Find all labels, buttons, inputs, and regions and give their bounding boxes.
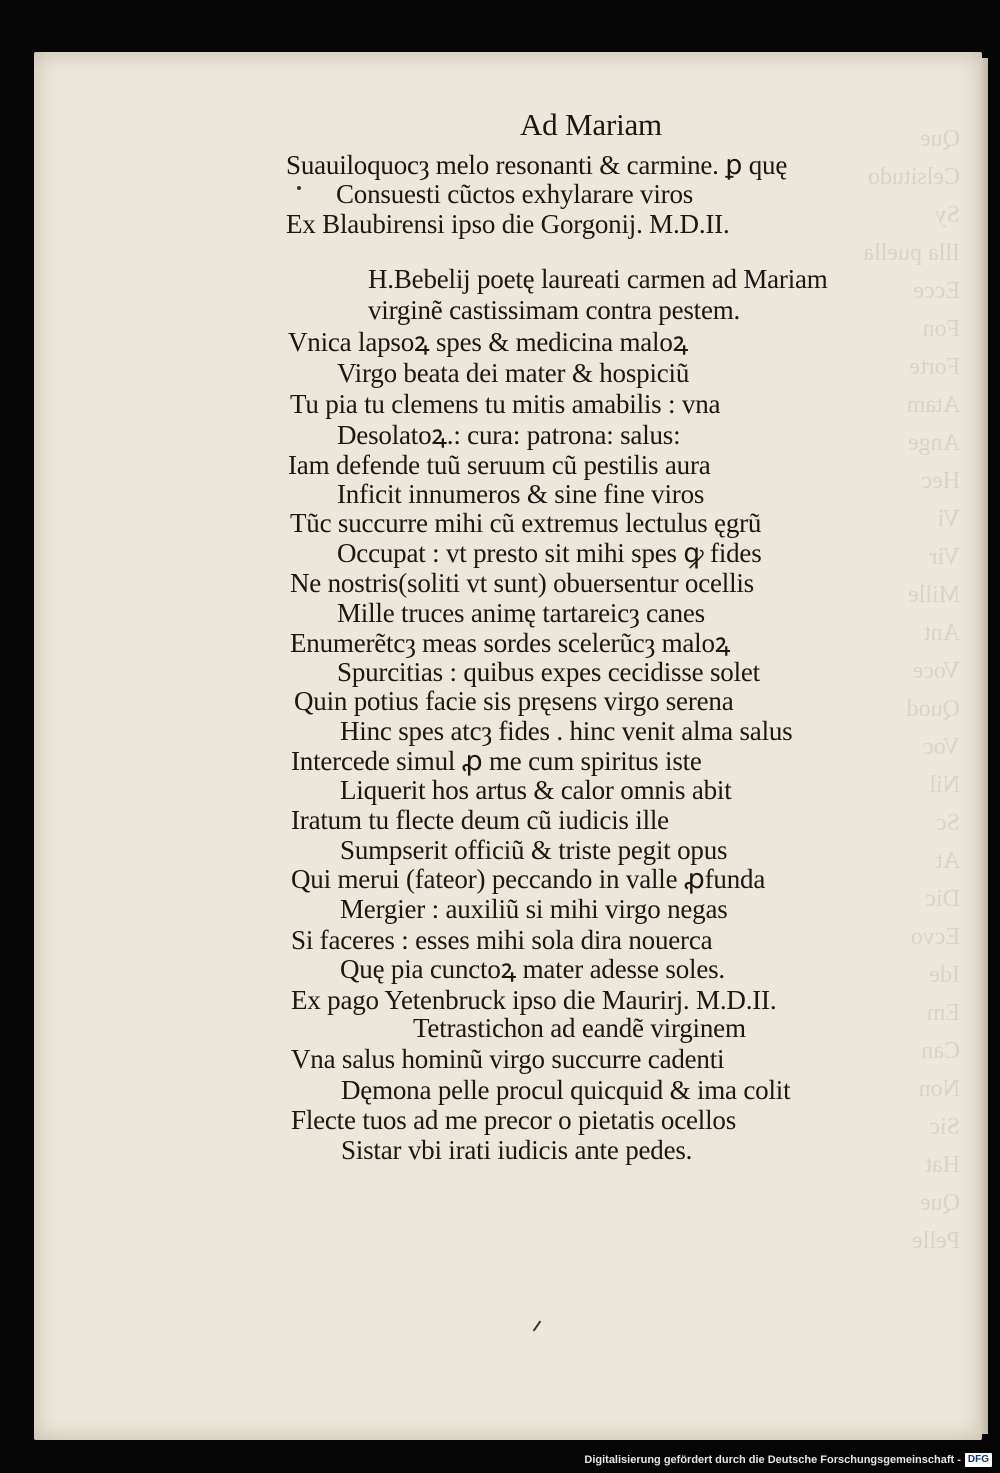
text-line: Mergier : auxiliũ si mihi virgo negas xyxy=(340,894,728,924)
text-line: Ex pago Yetenbruck ipso die Maurirj. M.D.II. xyxy=(291,985,777,1015)
text-line: Quę pia cunctoꝝ mater adesse soles. xyxy=(340,954,725,984)
text-line: Desolatoꝝ.: cura: patrona: salus: xyxy=(337,420,681,450)
text-line: Enumerẽtcȝ meas sordes scelerũcȝ maloꝝ xyxy=(290,628,731,658)
text-line: Sumpserit officiũ & triste pegit opus xyxy=(340,835,728,865)
text-line: Hinc spes atcȝ fides . hinc venit alma salus xyxy=(340,716,793,746)
text-line: Mille truces animę tartareicȝ canes xyxy=(337,598,705,628)
text-line: Tetrastichon ad eandẽ virginem xyxy=(413,1013,746,1043)
show-through-text: Que Celsitudo Sy Illa puella Ecce Fon Forte Atam Ange Hec Vi Vir Mille Ant Voce Quod Voc Nil Sc At Dic Ecvo Ide Em Can Non Sic Hat Que Pelle xyxy=(863,126,960,1254)
dfg-logo-icon: DFG xyxy=(965,1453,992,1467)
ink-dot xyxy=(297,186,301,190)
text-line: Iratum tu flecte deum cũ iudicis ille xyxy=(291,805,669,835)
text-line: Iam defende tuũ seruum cũ pestilis aura xyxy=(288,450,711,480)
text-line: Dęmona pelle procul quicquid & ima colit xyxy=(341,1075,791,1105)
text-line: Quin potius facie sis pręsens virgo serena xyxy=(294,686,734,716)
text-line: Vnica lapsoꝝ spes & medicina maloꝝ xyxy=(288,327,689,357)
text-line: Suauiloquocȝ melo resonanti & carmine. ꝑ quę xyxy=(286,150,788,180)
heading-ad-mariam: Ad Mariam xyxy=(520,107,662,142)
text-line: Occupat : vt presto sit mihi spes ꝙ fides xyxy=(337,538,762,568)
text-line: Sistar vbi irati iudicis ante pedes. xyxy=(341,1135,693,1165)
footer-credit: Digitalisierung gefördert durch die Deutsche Forschungsgemeinschaft - xyxy=(584,1454,961,1466)
text-line: Flecte tuos ad me precor o pietatis ocellos xyxy=(291,1105,737,1135)
text-line: Qui merui (fateor) peccando in valle ꝓfunda xyxy=(291,864,766,894)
text-line: Virgo beata dei mater & hospiciũ xyxy=(337,358,690,388)
text-line: Liquerit hos artus & calor omnis abit xyxy=(340,775,732,805)
text-line: Vna salus hominũ virgo succurre cadenti xyxy=(291,1044,725,1074)
text-line: Ne nostris(soliti vt sunt) obuersentur ocellis xyxy=(290,568,754,598)
text-line: H.Bebelij poetę laureati carmen ad Mariam xyxy=(368,264,828,294)
text-line: Tũc succurre mihi cũ extremus lectulus ęgrũ xyxy=(290,508,762,538)
text-line: Inficit innumeros & sine fine viros xyxy=(337,479,705,509)
text-line: Tu pia tu clemens tu mitis amabilis : vna xyxy=(290,389,721,419)
text-line: Consuesti cũctos exhylarare viros xyxy=(336,179,694,209)
ink-mark xyxy=(533,1321,542,1332)
digitization-footer xyxy=(584,1451,992,1469)
text-line: Intercede simul ꝓ me cum spiritus iste xyxy=(291,746,702,776)
text-line: Spurcitias : quibus expes cecidisse solet xyxy=(337,657,760,687)
text-line: Ex Blaubirensi ipso die Gorgonij. M.D.II. xyxy=(286,209,730,239)
text-line: Si faceres : esses mihi sola dira nouerca xyxy=(291,925,713,955)
text-line: virginẽ castissimam contra pestem. xyxy=(368,295,741,325)
